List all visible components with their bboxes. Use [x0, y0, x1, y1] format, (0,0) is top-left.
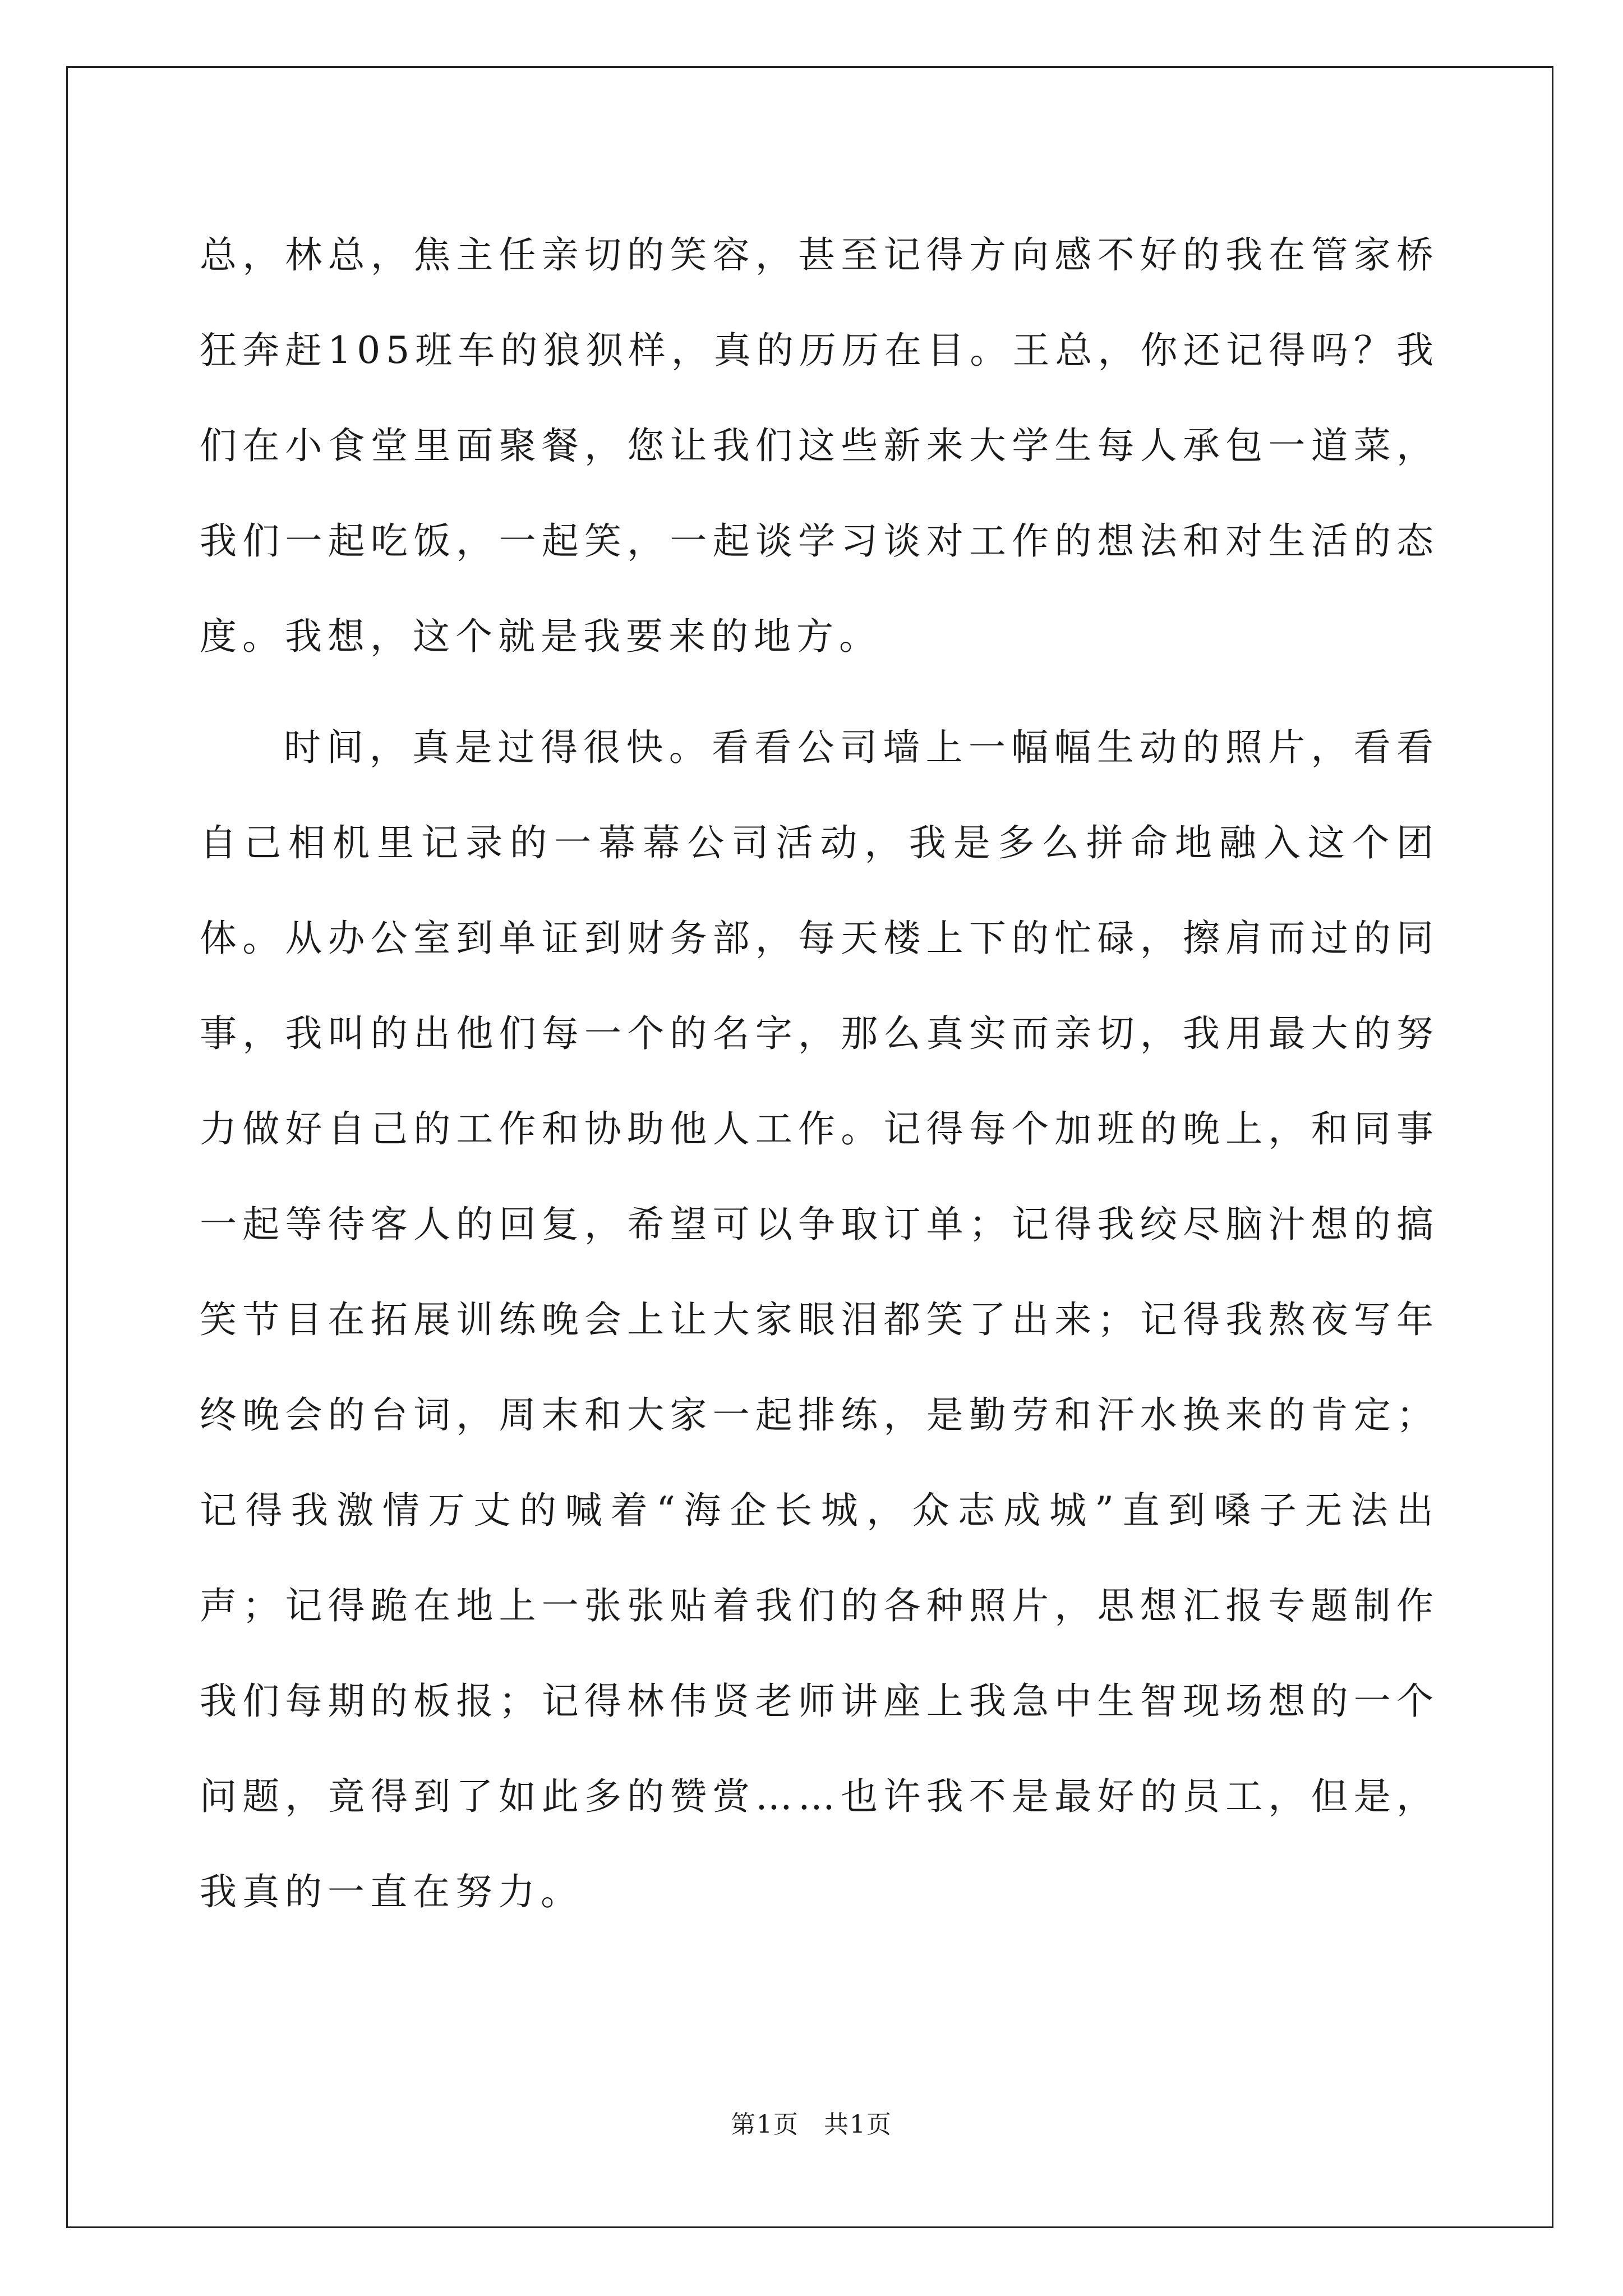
page-footer	[0, 2108, 1623, 2142]
document-body	[200, 208, 1439, 1940]
page-total: 共1页	[824, 2110, 892, 2139]
paragraph-1: 总，林总，焦主任亲切的笑容，甚至记得方向感不好的我在管家桥狂奔赶105班车的狼狈样，真的历历在目。王总，你还记得吗？我们在小食堂里面聚餐，您让我们这些新来大学生每人承包一道菜，我们一起吃饭，一起笑，一起谈学习谈对工作的想法和对生活的态度。我想，这个就是我要来的地方。	[200, 233, 1439, 658]
paragraph-2: 时间，真是过得很快。看看公司墙上一幅幅生动的照片，看看自己相机里记录的一幕幕公司活动，我是多么拼命地融入这个团体。从办公室到单证到财务部，每天楼上下的忙碌，擦肩而过的同事，我叫的出他们每一个的名字，那么真实而亲切，我用最大的努力做好自己的工作和协助他人工作。记得每个加班的晚上，和同事一起等待客人的回复，希望可以争取订单；记得我绞尽脑汁想的搞笑节目在拓展训练晚会上让大家眼泪都笑了出来；记得我熬夜写年终晚会的台词，周末和大家一起排练，是勤劳和汗水换来的肯定；记得我激情万丈的喊着“海企长城，众志成城”直到嗓子无法出声；记得跪在地上一张张贴着我们的各种照片，思想汇报专题制作我们每期的板报；记得林伟贤老师讲座上我急中生智现场想的一个问题，竟得到了如此多的赞赏……也许我不是最好的员工，但是，我真的一直在努力。	[200, 726, 1439, 1913]
page-number: 第1页	[731, 2110, 799, 2139]
